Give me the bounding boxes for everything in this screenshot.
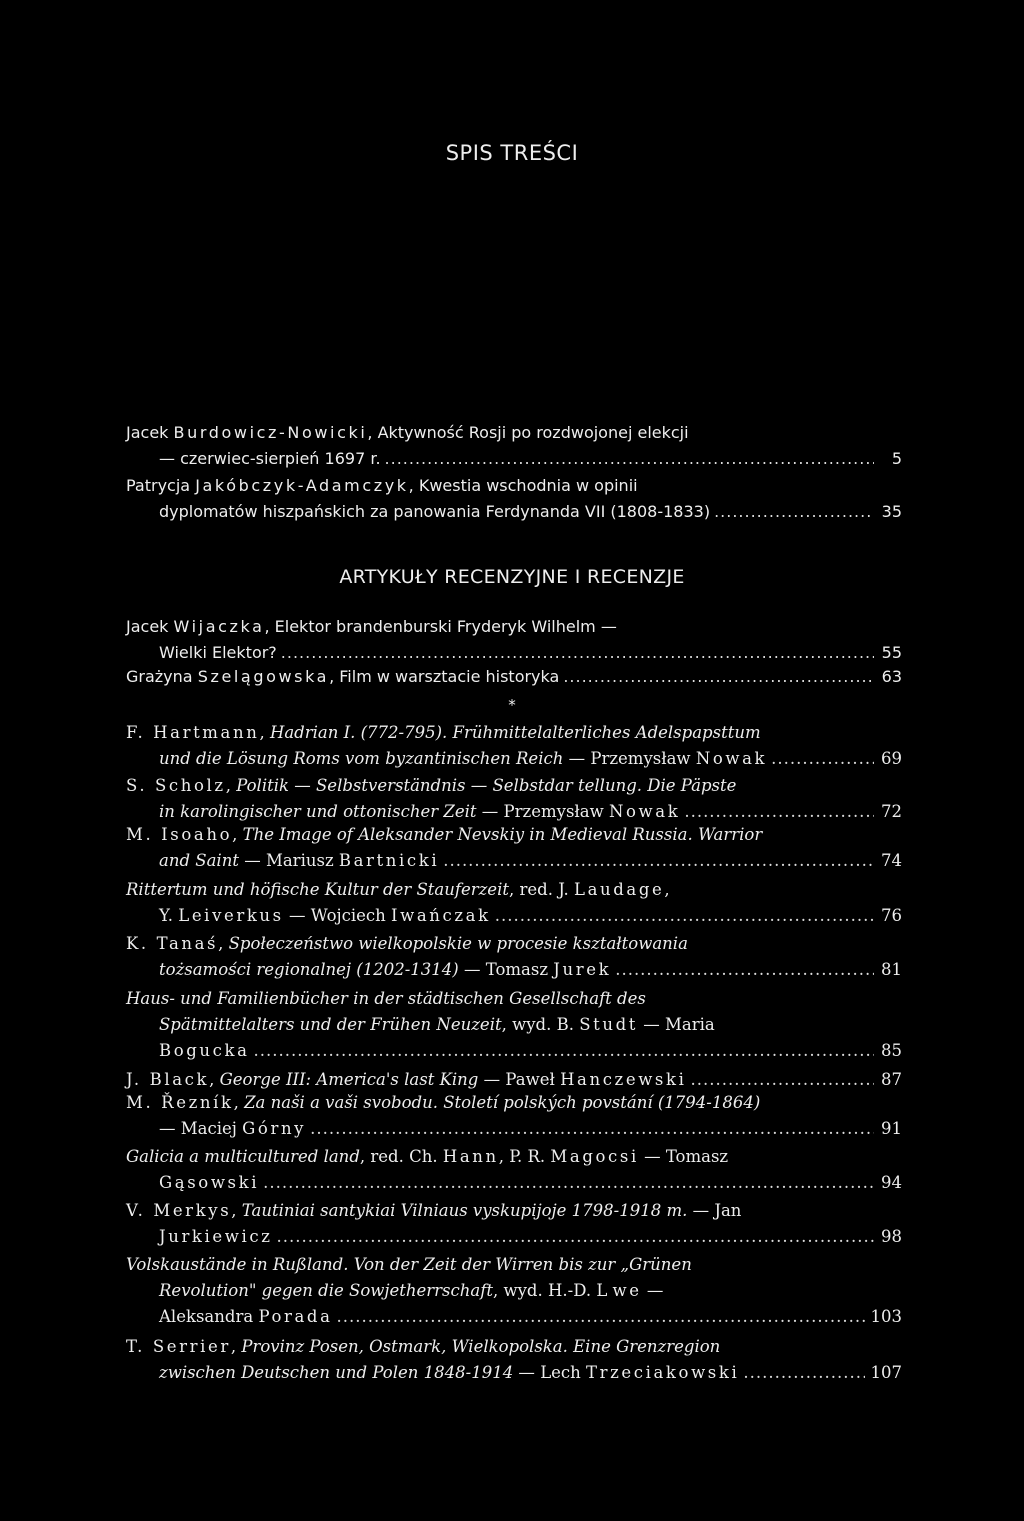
page-number: 98: [881, 1227, 902, 1246]
page-number: 63: [881, 667, 902, 686]
review-entry-hartmann: F. Hartmann, Hadrian I. (772-795). Frühmittelalterliches Adelspapsttum und die Lösung Roms vom byzantinischen Reich — Przemysław Nowak ..... 69: [126, 720, 902, 772]
toc-entry-burdowicz: Jacek Burdowicz-Nowicki, Aktywność Rosji po rozdwojonej elekcji — czerwiec-sierpień 1697 r. ..... 5: [126, 420, 902, 472]
review-entry-volkstaende: Volskaustände in Rußland. Von der Zeit der Wirren bis zur „Grünen Revolution" gegen die Sowjetherrschaft, wyd. H.-D. L we — Aleksandra Porada ..... 103: [126, 1252, 902, 1330]
page-number: 87: [881, 1070, 902, 1089]
review-entry-tanas: K. Tanaś, Społeczeństwo wielkopolskie w procesie kształtowania tożsamości regionalnej (1202-1314) — Tomasz Jurek ..... 81: [126, 931, 902, 983]
review-entry-serrier: T. Serrier, Provinz Posen, Ostmark, Wielkopolska. Eine Grenzregion zwischen Deutschen und Polen 1848-1914 — Lech Trzeciakowski ..... 107: [126, 1334, 902, 1386]
review-entry-reznik: M. Řezník, Za naši a vaši svobodu. Století polských povstání (1794-1864) — Maciej Górny ..... 91: [126, 1090, 902, 1142]
separator-asterisk: *: [508, 696, 516, 714]
review-entry-hausbucher: Haus- und Familienbücher in der städtischen Gesellschaft des Spätmittelalters und der Frühen Neuzeit, wyd. B. Studt — Maria Bogucka ..... 85: [126, 986, 902, 1064]
review-entry-rittertum: Rittertum und höfische Kultur der Stauferzeit, red. J. Laudage, Y. Leiverkus — Wojciech Iwańczak ..... 76: [126, 877, 902, 929]
page-number: 55: [881, 643, 902, 662]
page-title: SPIS TREŚCI: [445, 141, 579, 165]
page-number: 103: [870, 1307, 902, 1326]
page-number: 91: [881, 1119, 902, 1138]
page-number: 81: [881, 960, 902, 979]
toc-entry-wijaczka: Jacek Wijaczka, Elektor brandenburski Fryderyk Wilhelm — Wielki Elektor? ..... 55: [126, 614, 902, 666]
page-number: 76: [881, 906, 902, 925]
page-number: 85: [881, 1041, 902, 1060]
toc-entry-szelagowska: Grażyna Szelągowska, Film w warsztacie historyka ..... 63: [126, 664, 902, 690]
page-number: 107: [870, 1363, 902, 1382]
review-entry-merkys: V. Merkys, Tautiniai santykiai Vilniaus vyskupijoje 1798-1918 m. — Jan Jurkiewicz ..... 98: [126, 1198, 902, 1250]
page-number: 69: [881, 749, 902, 768]
section-title-reviews: ARTYKUŁY RECENZYJNE I RECENZJE: [339, 566, 685, 588]
review-entry-black: J. Black, George III: America's last King — Paweł Hanczewski ..... 87: [126, 1067, 902, 1093]
page-number: 72: [881, 802, 902, 821]
review-entry-scholz: S. Scholz, Politik — Selbstverständnis — Selbstdar tellung. Die Päpste in karolingischer und ottonischer Zeit — Przemysław Nowak ..... 72: [126, 773, 902, 825]
review-entry-galicia: Galicia a multicultured land, red. Ch. Hann, P. R. Magocsi — Tomasz Gąsowski ..... 94: [126, 1144, 902, 1196]
page-number: 74: [881, 851, 902, 870]
page-number: 35: [881, 502, 902, 521]
review-entry-isoaho: M. Isoaho, The Image of Aleksander Nevskiy in Medieval Russia. Warrior and Saint — Mariusz Bartnicki ..... 74: [126, 822, 902, 874]
page-number: 94: [881, 1173, 902, 1192]
page-number: 5: [891, 449, 902, 468]
toc-entry-jakobczyk: Patrycja Jakóbczyk-Adamczyk, Kwestia wschodnia w opinii dyplomatów hiszpańskich za panowania Ferdynanda VII (1808-1833) ..... 35: [126, 473, 902, 525]
